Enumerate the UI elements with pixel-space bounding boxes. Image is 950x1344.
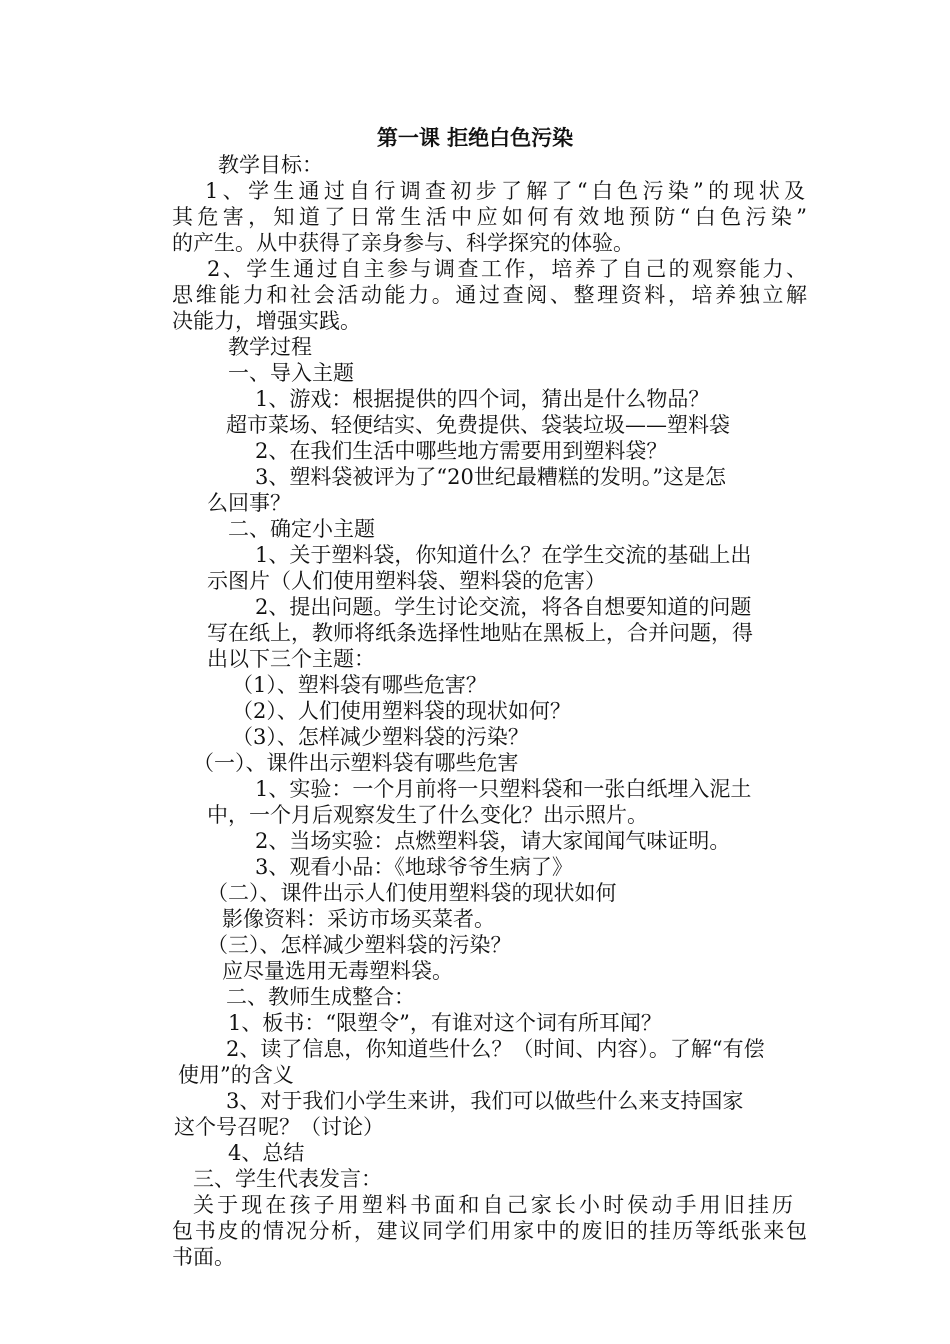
text-line: 三、学生代表发言： [193, 1167, 382, 1191]
text-line: 思维能力和社会活动能力。通过查阅、整理资料，培养独立解 [172, 283, 807, 307]
text-line: 3、塑料袋被评为了“20世纪最糟糕的发明。”这是怎 [255, 465, 727, 489]
lesson-title: 第一课 拒绝白色污染 [376, 126, 574, 150]
text-line: 书面。 [172, 1245, 235, 1269]
text-line: 中，一个月后观察发生了什么变化？出示照片。 [207, 803, 648, 827]
text-line: 示图片（人们使用塑料袋、塑料袋的危害） [207, 569, 606, 593]
text-line: 2、学生通过自主参与调查工作，培养了自己的观察能力、 [207, 257, 807, 281]
text-line: （二）、课件出示人们使用塑料袋的现状如何 [207, 881, 617, 905]
text-line: 出以下三个主题： [207, 647, 375, 671]
text-line: 一、导入主题 [228, 361, 354, 385]
text-line: 3、对于我们小学生来讲，我们可以做些什么来支持国家 [226, 1089, 744, 1113]
text-line: 二、教师生成整合： [226, 985, 415, 1009]
text-line: 1、关于塑料袋，你知道什么？在学生交流的基础上出 [255, 543, 752, 567]
text-line: （2）、人们使用塑料袋的现状如何？ [232, 699, 571, 723]
text-line: 1、板书：“限塑令”，有谁对这个词有所耳闻？ [228, 1011, 662, 1035]
text-line: 决能力，增强实践。 [172, 309, 361, 333]
text-line: 超市菜场、轻便结实、免费提供、袋装垃圾——塑料袋 [226, 413, 730, 437]
text-line: 2、读了信息，你知道些什么？（时间、内容）。了解“有偿 [226, 1037, 765, 1061]
text-line: （三）、怎样减少塑料袋的污染？ [207, 933, 512, 957]
text-line: 么回事？ [207, 491, 291, 515]
text-line: 包书皮的情况分析，建议同学们用家中的废旧的挂历等纸张来包 [172, 1219, 807, 1243]
text-line: 应尽量选用无毒塑料袋。 [222, 959, 453, 983]
text-line: 3、观看小品：《地球爷爷生病了》 [255, 855, 573, 879]
text-line: 教学过程 [228, 335, 312, 359]
text-line: 写在纸上，教师将纸条选择性地贴在黑板上，合并问题，得 [207, 621, 753, 645]
text-line: （1）、塑料袋有哪些危害？ [232, 673, 487, 697]
text-line: 使用”的含义 [178, 1063, 294, 1087]
text-line: 1、游戏：根据提供的四个词，猜出是什么物品？ [255, 387, 710, 411]
text-line: 4、总结 [228, 1141, 305, 1165]
text-line: 二、确定小主题 [228, 517, 375, 541]
text-line: 1、学生通过自行调查初步了解了“白色污染”的现状及 [205, 179, 805, 203]
text-line: 2、当场实验：点燃塑料袋，请大家闻闻气味证明。 [255, 829, 731, 853]
text-line: 这个号召呢？（讨论） [174, 1115, 384, 1139]
text-line: 影像资料：采访市场买菜者。 [222, 907, 495, 931]
text-line: （一）、课件出示塑料袋有哪些危害 [193, 751, 519, 775]
text-line: 关于现在孩子用塑料书面和自己家长小时侯动手用旧挂历 [193, 1193, 793, 1217]
text-line: 2、在我们生活中哪些地方需要用到塑料袋？ [255, 439, 668, 463]
text-line: 2、提出问题。学生讨论交流，将各自想要知道的问题 [255, 595, 752, 619]
text-line: 1、实验：一个月前将一只塑料袋和一张白纸埋入泥土 [255, 777, 752, 801]
text-line: （3）、怎样减少塑料袋的污染？ [232, 725, 529, 749]
text-line: 的产生。从中获得了亲身参与、科学探究的体验。 [172, 231, 634, 255]
text-line: 教学目标： [218, 153, 323, 177]
text-line: 其危害，知道了日常生活中应如何有效地预防“白色污染” [172, 205, 807, 229]
